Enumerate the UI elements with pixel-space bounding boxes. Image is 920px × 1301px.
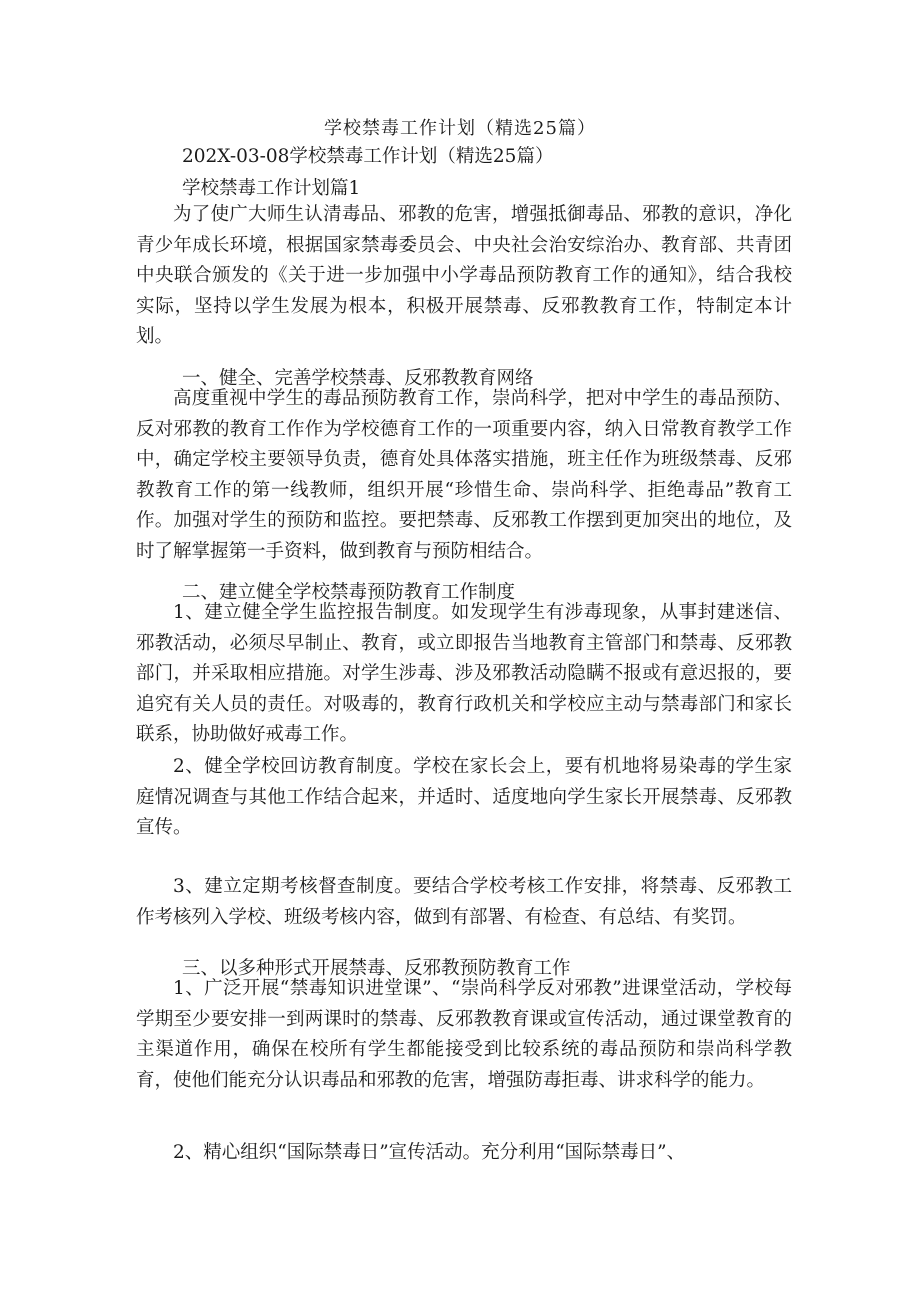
paragraph-3-1: 1、广泛开展“禁毒知识进堂课”、“崇尚科学反对邪教”进课堂活动，学校每学期至少要安排一到两课时的禁毒、反邪教教育课或宣传活动，通过课堂教育的主渠道作用，确保在校所有学生都能接受到比较系统的毒品预防和崇尚科学教育，使他们能充分认识毒品和邪教的危害，增强防毒拒毒、讲求科学的能力。 bbox=[136, 978, 792, 1091]
paragraph-3-2: 2、精心组织“国际禁毒日”宣传活动。充分利用“国际禁毒日”、 bbox=[173, 1142, 686, 1163]
paragraph-2-2: 2、健全学校回访教育制度。学校在家长会上，要有机地将易染毒的学生家庭情况调查与其他工作结合起来，并适时、适度地向学生家长开展禁毒、反邪教宣传。 bbox=[136, 756, 792, 838]
date-line: 202X-03-08学校禁毒工作计划（精选25篇） bbox=[182, 146, 554, 167]
intro-paragraph: 为了使广大师生认清毒品、邪教的危害，增强抵御毒品、邪教的意识，净化青少年成长环境，根据国家禁毒委员会、中央社会治安综治办、教育部、共青团中央联合颁发的《关于进一步加强中小学毒品预防教育工作的通知》，结合我校实际，坚持以学生发展为根本，积极开展禁毒、反邪教教育工作，特制定本计划。 bbox=[136, 204, 792, 347]
heading-2: 二、建立健全学校禁毒预防教育工作制度 bbox=[182, 582, 516, 603]
paragraph-2-3: 3、建立定期考核督查制度。要结合学校考核工作安排，将禁毒、反邪教工作考核列入学校、班级考核内容，做到有部署、有检查、有总结、有奖罚。 bbox=[136, 876, 792, 928]
document-title: 学校禁毒工作计划（精选25篇） bbox=[324, 118, 596, 139]
heading-3: 三、以多种形式开展禁毒、反邪教预防教育工作 bbox=[182, 958, 571, 979]
section-title: 学校禁毒工作计划篇1 bbox=[182, 178, 361, 199]
heading-1: 一、健全、完善学校禁毒、反邪教教育网络 bbox=[182, 368, 534, 389]
paragraph-2-1: 1、建立健全学生监控报告制度。如发现学生有涉毒现象，从事封建迷信、邪教活动，必须尽早制止、教育，或立即报告当地教育主管部门和禁毒、反邪教部门，并采取相应措施。对学生涉毒、涉及邪教活动隐瞒不报或有意迟报的，要追究有关人员的责任。对吸毒的，教育行政机关和学校应主动与禁毒部门和家长联系，协助做好戒毒工作。 bbox=[136, 602, 792, 745]
paragraph-1: 高度重视中学生的毒品预防教育工作，崇尚科学，把对中学生的毒品预防、反对邪教的教育工作作为学校德育工作的一项重要内容，纳入日常教育教学工作中，确定学校主要领导负责，德育处具体落实措施，班主任作为班级禁毒、反邪教教育工作的第一线教师，组织开展“珍惜生命、崇尚科学、拒绝毒品”教育工作。加强对学生的预防和监控。要把禁毒、反邪教工作摆到更加突出的地位，及时了解掌握第一手资料，做到教育与预防相结合。 bbox=[136, 388, 792, 562]
